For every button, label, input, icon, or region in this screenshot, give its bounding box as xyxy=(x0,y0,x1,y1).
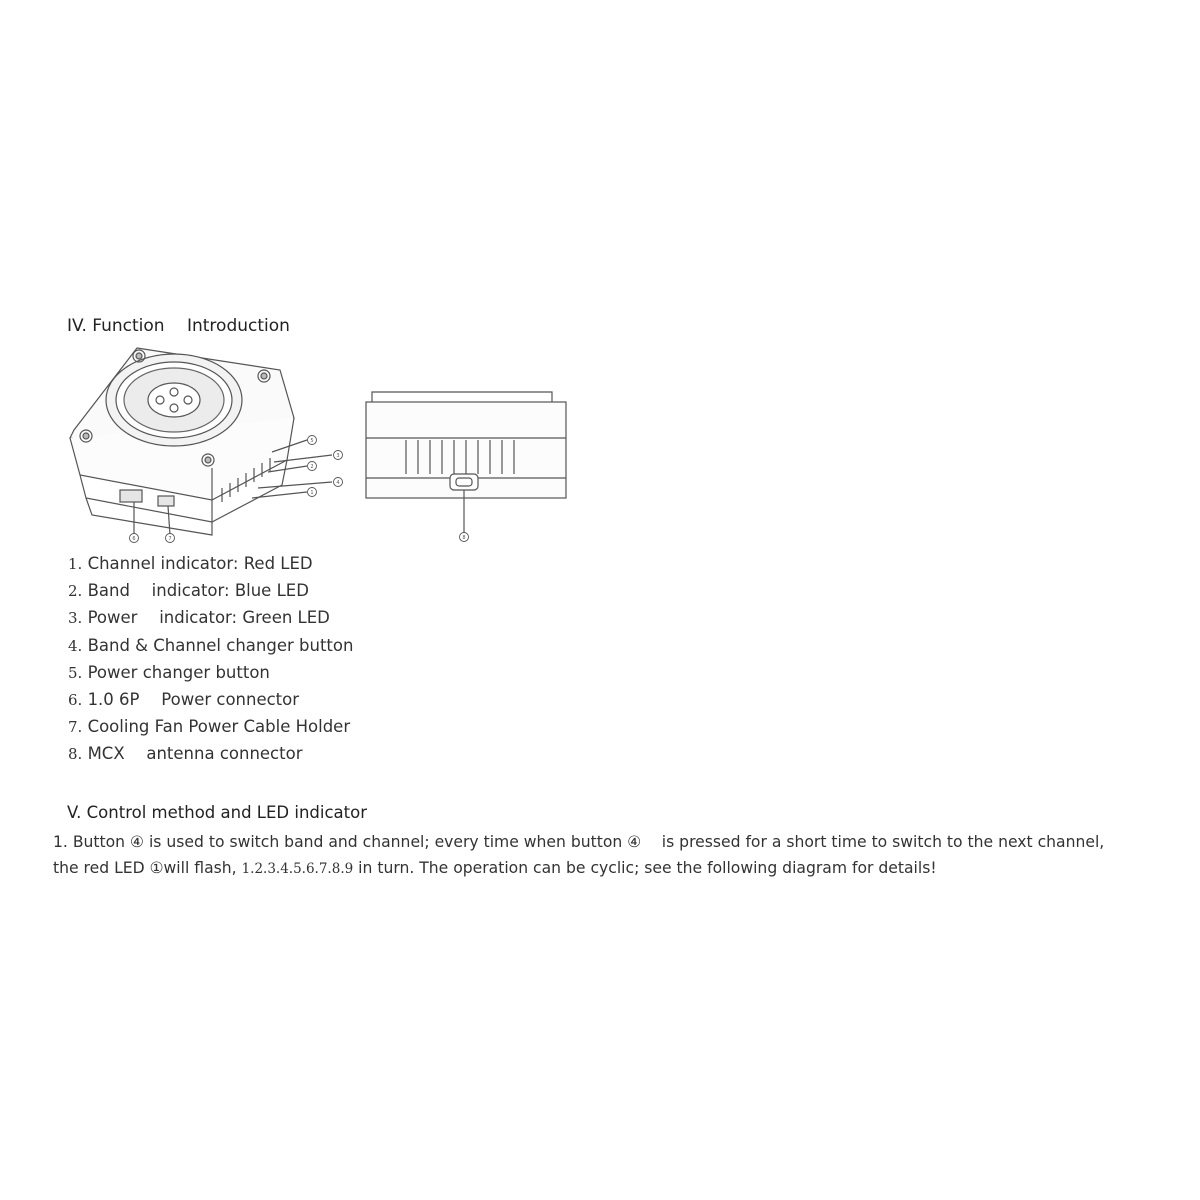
callout-8: 8 xyxy=(462,534,466,541)
list-item: 5. Power changer button xyxy=(68,662,270,682)
section-heading-function-introduction: IV. Function Introduction xyxy=(67,316,290,336)
callout-4: 4 xyxy=(336,479,340,486)
callout-2: 2 xyxy=(310,463,314,470)
feature-list xyxy=(68,552,353,770)
callout-3: 3 xyxy=(336,452,340,459)
callout-5: 5 xyxy=(310,437,314,444)
list-item: 6. 1.0 6P Power connector xyxy=(68,689,300,709)
device-side-view-diagram xyxy=(358,378,573,548)
control-paragraph-line-2: the red LED ①will flash, 1.2.3.4.5.6.7.8.9 in turn. The operation can be cyclic; see the following diagram for details! xyxy=(53,859,937,877)
list-item: 8. MCX antenna connector xyxy=(68,744,303,764)
device-isometric-diagram xyxy=(62,340,362,550)
list-item: 1. Channel indicator: Red LED xyxy=(68,554,313,573)
control-paragraph-line-1: 1. Button ④ is used to switch band and channel; every time when button ④ is pressed for a short time to switch to the next channel, xyxy=(53,833,1105,851)
list-item: 3. Power indicator: Green LED xyxy=(68,608,330,628)
list-item: 2. Band indicator: Blue LED xyxy=(68,581,309,601)
section-heading-control-method: V. Control method and LED indicator xyxy=(67,803,367,822)
callout-7: 7 xyxy=(168,535,172,542)
list-item: 4. Band & Channel changer button xyxy=(68,635,354,655)
callout-6: 6 xyxy=(132,535,136,542)
callout-1: 1 xyxy=(310,489,314,496)
list-item: 7. Cooling Fan Power Cable Holder xyxy=(68,717,351,737)
